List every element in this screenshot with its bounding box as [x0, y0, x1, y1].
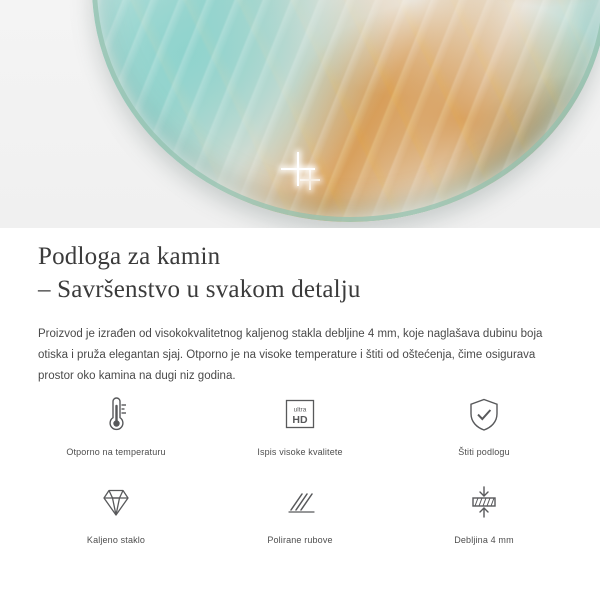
thermometer-icon [93, 393, 139, 437]
feature-label: Otporno na temperaturu [66, 447, 166, 457]
glass-board-image [92, 0, 600, 222]
svg-text:ultra: ultra [293, 406, 307, 414]
thickness-icon [461, 481, 507, 525]
feature-label: Polirane rubove [267, 535, 333, 545]
feature-item-protects-surface [392, 393, 576, 457]
diamond-icon [93, 481, 139, 525]
headline-line-1: Podloga za kamin [38, 243, 221, 270]
ultra-hd-icon [277, 393, 323, 437]
feature-label: Ispis visoke kvalitete [257, 447, 343, 457]
feature-label: Debljina 4 mm [454, 535, 514, 545]
feature-item-thickness [392, 481, 576, 545]
feature-item-tempered-glass [24, 481, 208, 545]
feature-label: Kaljeno staklo [86, 535, 146, 545]
description-paragraph: Proizvod je izrađen od visokokvalitetnog kaljenog stakla debljine 4 mm, koje naglašava dubinu boja otiska i pruža elegantan sjaj. Otporno je na visoke temperature i štiti od oštećenja, čime osigurava prostor oko kamina na dugi niz godina. [38, 328, 543, 382]
svg-text:HD: HD [292, 414, 308, 426]
feature-item-temperature [24, 393, 208, 457]
shield-check-icon [461, 393, 507, 437]
page-title [0, 228, 600, 306]
polished-edges-icon [277, 481, 323, 525]
feature-item-polished-edges [208, 481, 392, 545]
feature-grid [0, 393, 600, 545]
feature-item-print-quality [208, 393, 392, 457]
feature-label: Štiti podlogu [458, 447, 510, 457]
hero-image [0, 0, 600, 228]
headline-line-2: – Savršenstvo u svakom detalju [38, 276, 361, 303]
text-block [0, 228, 600, 387]
